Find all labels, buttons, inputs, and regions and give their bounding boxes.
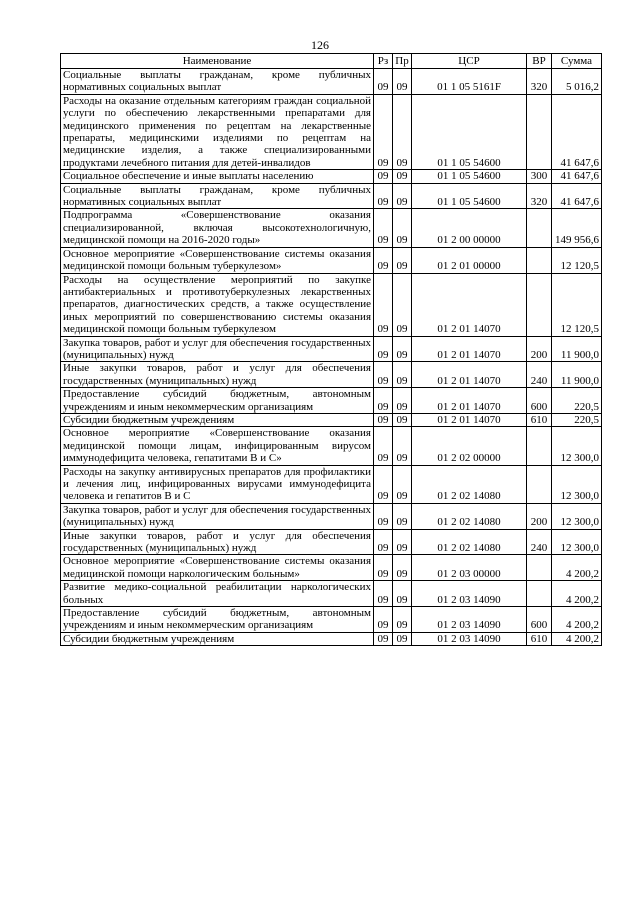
header-name: Наименование <box>61 54 374 69</box>
row-rz: 09 <box>374 581 393 607</box>
row-rz: 09 <box>374 555 393 581</box>
budget-table <box>60 53 602 646</box>
row-rz: 09 <box>374 388 393 414</box>
row-rz: 09 <box>374 632 393 645</box>
row-rz: 09 <box>374 209 393 247</box>
row-csr: 01 2 01 14070 <box>412 388 527 414</box>
row-pr: 09 <box>393 247 412 273</box>
row-sum: 4 200,2 <box>552 555 602 581</box>
row-vr: 610 <box>527 632 552 645</box>
row-vr <box>527 465 552 503</box>
row-rz: 09 <box>374 362 393 388</box>
row-rz: 09 <box>374 503 393 529</box>
table-row <box>61 388 602 414</box>
row-sum: 12 300,0 <box>552 427 602 465</box>
row-pr: 09 <box>393 427 412 465</box>
row-name: Иные закупки товаров, работ и услуг для обеспечения государственных (муниципальных) нужд <box>61 529 374 555</box>
row-rz: 09 <box>374 529 393 555</box>
row-pr: 09 <box>393 94 412 169</box>
row-rz: 09 <box>374 170 393 183</box>
row-pr: 09 <box>393 465 412 503</box>
header-sum: Сумма <box>552 54 602 69</box>
row-sum: 4 200,2 <box>552 607 602 633</box>
row-vr <box>527 581 552 607</box>
table-row <box>61 273 602 336</box>
row-sum: 149 956,6 <box>552 209 602 247</box>
row-name: Расходы на оказание отдельным категориям граждан социальной услуги по обеспечению лекарственными препаратами для медицинского применения по рецептам на лекарственные препараты, медицинскими изделиями по рецептам на медицинские изделия, а также специализированными продуктами лечебного питания для детей-инвалидов <box>61 94 374 169</box>
row-pr: 09 <box>393 503 412 529</box>
row-sum: 4 200,2 <box>552 632 602 645</box>
row-pr: 09 <box>393 581 412 607</box>
row-csr: 01 2 01 14070 <box>412 362 527 388</box>
row-csr: 01 2 02 00000 <box>412 427 527 465</box>
row-name: Закупка товаров, работ и услуг для обеспечения государственных (муниципальных) нужд <box>61 503 374 529</box>
row-vr: 600 <box>527 607 552 633</box>
row-sum: 41 647,6 <box>552 94 602 169</box>
row-sum: 12 120,5 <box>552 247 602 273</box>
row-sum: 12 300,0 <box>552 529 602 555</box>
row-name: Основное мероприятие «Совершенствование оказания медицинской помощи лицам, инфицированным вирусом иммунодефицита человека, гепатитами B и C» <box>61 427 374 465</box>
row-name: Основное мероприятие «Совершенствование системы оказания медицинской помощи наркологическим больным» <box>61 555 374 581</box>
row-pr: 09 <box>393 529 412 555</box>
row-sum: 12 120,5 <box>552 273 602 336</box>
row-vr <box>527 247 552 273</box>
row-rz: 09 <box>374 183 393 209</box>
row-csr: 01 2 03 14090 <box>412 632 527 645</box>
table-row <box>61 529 602 555</box>
row-pr: 09 <box>393 413 412 426</box>
table-row <box>61 362 602 388</box>
row-pr: 09 <box>393 607 412 633</box>
row-name: Иные закупки товаров, работ и услуг для обеспечения государственных (муниципальных) нужд <box>61 362 374 388</box>
table-row <box>61 183 602 209</box>
row-pr: 09 <box>393 170 412 183</box>
row-vr: 300 <box>527 170 552 183</box>
row-pr: 09 <box>393 183 412 209</box>
row-vr: 240 <box>527 362 552 388</box>
row-pr: 09 <box>393 273 412 336</box>
row-csr: 01 1 05 54600 <box>412 183 527 209</box>
row-name: Предоставление субсидий бюджетным, автономным учреждениям и иным некоммерческим организациям <box>61 607 374 633</box>
row-rz: 09 <box>374 413 393 426</box>
row-pr: 09 <box>393 336 412 362</box>
row-pr: 09 <box>393 388 412 414</box>
table-row <box>61 503 602 529</box>
row-name: Расходы на осуществление мероприятий по закупке антибактериальных и противотуберкулезных лекарственных препаратов, диагностических средств, а также осуществление иных мероприятий по совершенствованию системы оказания медицинской помощи больным туберкулезом <box>61 273 374 336</box>
row-rz: 09 <box>374 273 393 336</box>
row-csr: 01 2 01 14070 <box>412 336 527 362</box>
row-name: Расходы на закупку антивирусных препаратов для профилактики и лечения лиц, инфицированных вирусами иммунодефицита человека и гепатитов B и C <box>61 465 374 503</box>
row-vr: 320 <box>527 69 552 95</box>
row-rz: 09 <box>374 247 393 273</box>
row-sum: 4 200,2 <box>552 581 602 607</box>
row-rz: 09 <box>374 465 393 503</box>
row-vr <box>527 209 552 247</box>
row-csr: 01 2 01 00000 <box>412 247 527 273</box>
table-row <box>61 170 602 183</box>
row-pr: 09 <box>393 632 412 645</box>
row-csr: 01 2 03 14090 <box>412 581 527 607</box>
row-vr <box>527 273 552 336</box>
row-vr: 200 <box>527 503 552 529</box>
row-pr: 09 <box>393 209 412 247</box>
row-vr: 200 <box>527 336 552 362</box>
table-row <box>61 581 602 607</box>
row-vr: 240 <box>527 529 552 555</box>
row-vr: 610 <box>527 413 552 426</box>
row-rz: 09 <box>374 427 393 465</box>
row-sum: 220,5 <box>552 413 602 426</box>
row-name: Социальные выплаты гражданам, кроме публичных нормативных социальных выплат <box>61 183 374 209</box>
row-sum: 11 900,0 <box>552 336 602 362</box>
table-row <box>61 465 602 503</box>
row-vr <box>527 555 552 581</box>
row-name: Предоставление субсидий бюджетным, автономным учреждениям и иным некоммерческим организациям <box>61 388 374 414</box>
row-csr: 01 1 05 54600 <box>412 170 527 183</box>
row-name: Развитие медико-социальной реабилитации наркологических больных <box>61 581 374 607</box>
row-name: Основное мероприятие «Совершенствование системы оказания медицинской помощи больным туберкулезом» <box>61 247 374 273</box>
row-csr: 01 2 02 14080 <box>412 465 527 503</box>
row-csr: 01 2 03 14090 <box>412 607 527 633</box>
row-csr: 01 2 01 14070 <box>412 273 527 336</box>
row-pr: 09 <box>393 69 412 95</box>
row-vr <box>527 427 552 465</box>
table-row <box>61 632 602 645</box>
page-number: 126 <box>311 38 329 52</box>
row-sum: 220,5 <box>552 388 602 414</box>
table-row <box>61 209 602 247</box>
header-pr: Пр <box>393 54 412 69</box>
row-csr: 01 1 05 54600 <box>412 94 527 169</box>
row-rz: 09 <box>374 607 393 633</box>
row-csr: 01 2 03 00000 <box>412 555 527 581</box>
row-sum: 12 300,0 <box>552 503 602 529</box>
row-sum: 41 647,6 <box>552 170 602 183</box>
row-sum: 5 016,2 <box>552 69 602 95</box>
row-name: Социальное обеспечение и иные выплаты населению <box>61 170 374 183</box>
row-rz: 09 <box>374 69 393 95</box>
row-name: Социальные выплаты гражданам, кроме публичных нормативных социальных выплат <box>61 69 374 95</box>
row-sum: 41 647,6 <box>552 183 602 209</box>
row-csr: 01 1 05 5161F <box>412 69 527 95</box>
table-header-row <box>61 54 602 69</box>
row-vr: 600 <box>527 388 552 414</box>
row-csr: 01 2 02 14080 <box>412 503 527 529</box>
row-vr <box>527 94 552 169</box>
header-rz: Рз <box>374 54 393 69</box>
table-row <box>61 427 602 465</box>
row-csr: 01 2 01 14070 <box>412 413 527 426</box>
row-name: Подпрограмма «Совершенствование оказания специализированной, включая высокотехнологичную, медицинской помощи на 2016-2020 годы» <box>61 209 374 247</box>
table-row <box>61 413 602 426</box>
row-name: Субсидии бюджетным учреждениям <box>61 413 374 426</box>
table-row <box>61 69 602 95</box>
table-body <box>61 69 602 646</box>
row-csr: 01 2 02 14080 <box>412 529 527 555</box>
table-row <box>61 336 602 362</box>
row-pr: 09 <box>393 362 412 388</box>
header-vr: ВР <box>527 54 552 69</box>
table-row <box>61 607 602 633</box>
row-vr: 320 <box>527 183 552 209</box>
row-rz: 09 <box>374 94 393 169</box>
row-name: Субсидии бюджетным учреждениям <box>61 632 374 645</box>
row-csr: 01 2 00 00000 <box>412 209 527 247</box>
row-sum: 12 300,0 <box>552 465 602 503</box>
table-row <box>61 94 602 169</box>
row-sum: 11 900,0 <box>552 362 602 388</box>
row-rz: 09 <box>374 336 393 362</box>
header-csr: ЦСР <box>412 54 527 69</box>
table-row <box>61 247 602 273</box>
row-name: Закупка товаров, работ и услуг для обеспечения государственных (муниципальных) нужд <box>61 336 374 362</box>
row-pr: 09 <box>393 555 412 581</box>
table-row <box>61 555 602 581</box>
